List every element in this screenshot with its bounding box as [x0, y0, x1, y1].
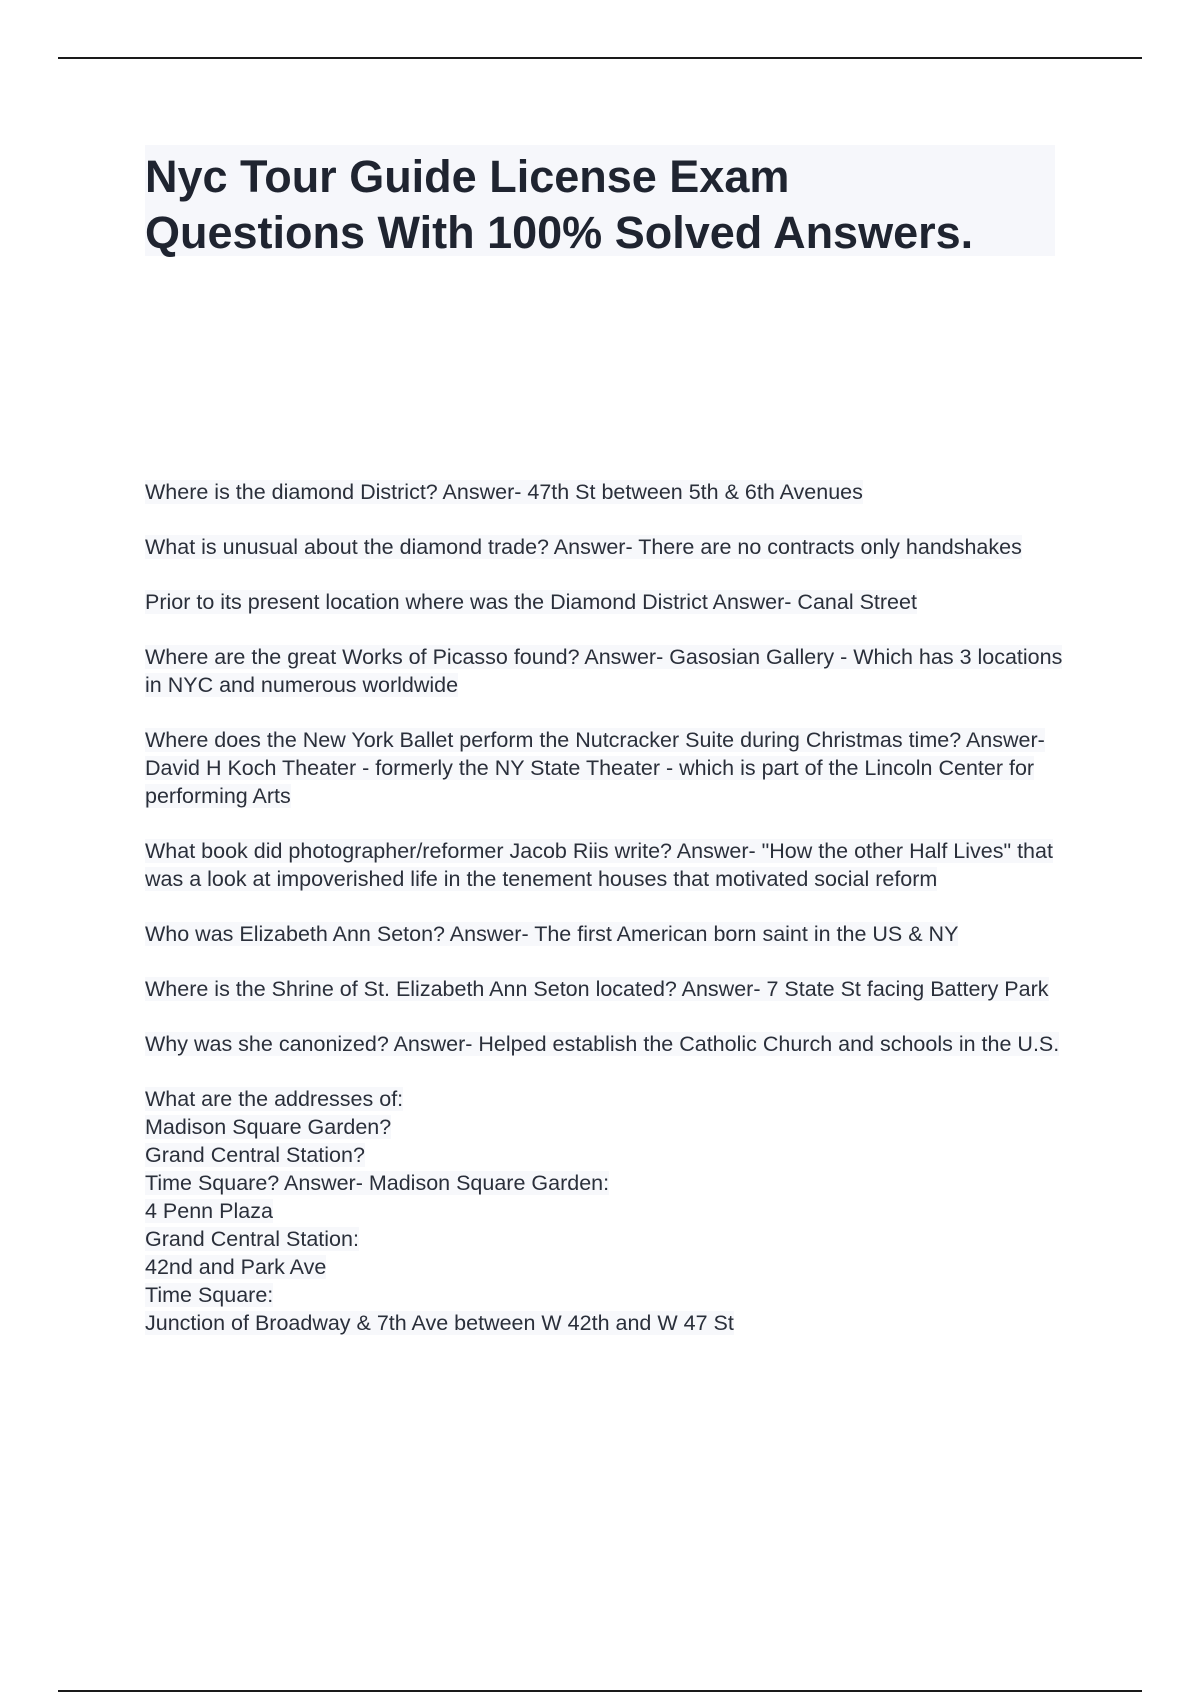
qa-item [145, 643, 1065, 699]
qa-text: Where does the New York Ballet perform the Nutcracker Suite during Christmas time? Answer- David H Koch Theater - formerly the NY State Theater - which is part of the Lincoln Center for performing Arts [145, 728, 1045, 808]
qa-item [145, 1030, 1065, 1058]
qa-text: Where are the great Works of Picasso found? Answer- Gasosian Gallery - Which has 3 locations in NYC and numerous worldwide [145, 645, 1063, 697]
qa-item [145, 478, 1065, 506]
qa-item-addresses [145, 1085, 1065, 1337]
qa-text: Why was she canonized? Answer- Helped establish the Catholic Church and schools in the U.S. [145, 1032, 1060, 1056]
qa-text: Where is the diamond District? Answer- 47th St between 5th & 6th Avenues [145, 480, 863, 504]
qa-text: Who was Elizabeth Ann Seton? Answer- The first American born saint in the US & NY [145, 922, 959, 946]
top-rule [58, 57, 1142, 59]
title-block [145, 145, 1055, 256]
qa-text: What book did photographer/reformer Jacob Riis write? Answer- "How the other Half Lives" that was a look at impoverished life in the tenement houses that motivated social reform [145, 839, 1053, 891]
qa-item [145, 837, 1065, 893]
qa-list [145, 478, 1065, 1364]
qa-text: What is unusual about the diamond trade? Answer- There are no contracts only handshakes [145, 535, 1022, 559]
qa-text: Where is the Shrine of St. Elizabeth Ann Seton located? Answer- 7 State St facing Battery Park [145, 977, 1049, 1001]
qa-text: What are the addresses of: Madison Square Garden? Grand Central Station? Time Square? Answer- Madison Square Garden: 4 Penn Plaza Grand Central Station: 42nd and Park Ave Time Square: Junction of Broadway & 7th Ave between W 42th and W 47 St [145, 1087, 734, 1335]
qa-text: Prior to its present location where was the Diamond District Answer- Canal Street [145, 590, 917, 614]
qa-item [145, 726, 1065, 810]
qa-item [145, 975, 1065, 1003]
qa-item [145, 533, 1065, 561]
bottom-rule [58, 1690, 1142, 1692]
qa-item [145, 588, 1065, 616]
document-title: Nyc Tour Guide License Exam Questions With 100% Solved Answers. [145, 151, 974, 258]
qa-item [145, 920, 1065, 948]
